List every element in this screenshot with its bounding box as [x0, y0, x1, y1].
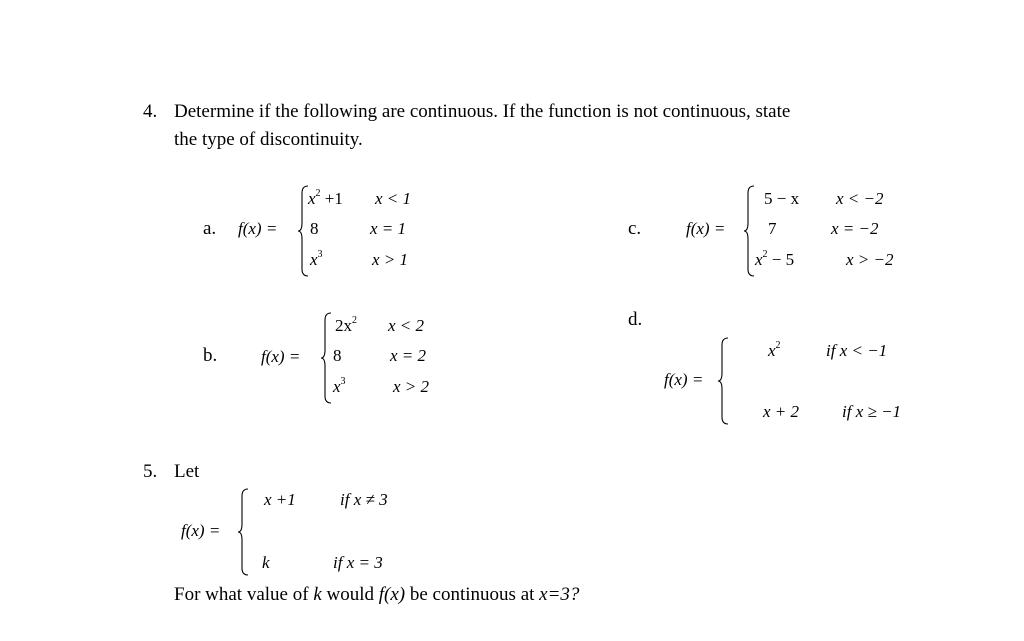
part-d-case-1-expr: $x^2$	[768, 340, 781, 360]
part-b-case-3-expr: $x^3$	[333, 376, 346, 396]
part-a-case-3-expr: $x^3$	[310, 249, 323, 269]
part-b-case-2-cond: x = 2	[390, 346, 427, 365]
part-b-case-2-expr: 8	[333, 346, 342, 365]
problem-5-question: For what value of k would f(x) be continuous at x=3?	[174, 584, 580, 605]
part-d-case-1-cond: if x < −1	[826, 341, 888, 360]
part-c-case-2-expr: 7	[768, 219, 777, 238]
part-b-brace	[321, 312, 333, 404]
problem-5-case-1-expr: x +1	[264, 490, 296, 509]
part-c-label: c.	[628, 218, 642, 239]
part-a-case-3-cond: x > 1	[372, 250, 409, 269]
part-a-case-1-cond: x < 1	[375, 189, 412, 208]
part-b-case-3-cond: x > 2	[393, 377, 430, 396]
problem-5-number: 5.	[143, 461, 158, 482]
problem-5-intro: Let	[174, 461, 200, 482]
part-b-lhs: f(x) =	[261, 347, 301, 366]
part-c-case-1-cond: x < −2	[836, 189, 884, 208]
part-c-lhs: f(x) =	[686, 219, 726, 238]
part-a-label: a.	[203, 218, 217, 239]
part-d-lhs: f(x) =	[664, 370, 704, 389]
problem-5-case-2-expr: k	[262, 553, 270, 572]
question-x3: x=3	[539, 584, 570, 605]
problem-4-number: 4.	[143, 101, 158, 122]
part-a-case-2-cond: x = 1	[370, 219, 407, 238]
part-b-case-1-expr: $2x^2$	[335, 315, 357, 335]
part-a-lhs: f(x) =	[238, 219, 278, 238]
part-c-case-2-cond: x = −2	[831, 219, 879, 238]
part-c-case-3-expr: $x^2 - 5$	[755, 249, 795, 269]
part-b-case-1-cond: x < 2	[388, 316, 425, 335]
part-b-label: b.	[203, 345, 218, 366]
problem-5-brace	[238, 488, 250, 576]
part-c-case-1-expr: 5 − x	[764, 189, 800, 208]
part-a-case-1-expr: $x^2 +1$	[308, 188, 343, 208]
problem-4-line-1: Determine if the following are continuous. If the function is not continuous, state	[174, 101, 791, 122]
part-d-label: d.	[628, 309, 643, 330]
part-a-case-2-expr: 8	[310, 219, 319, 238]
part-d-brace	[718, 337, 730, 425]
problem-4-line-2: the type of discontinuity.	[174, 129, 363, 150]
part-d-case-2-cond: if x ≥ −1	[842, 402, 902, 421]
part-c-case-3-cond: x > −2	[846, 250, 894, 269]
part-d-case-2-expr: x + 2	[763, 402, 800, 421]
problem-5-case-2-cond: if x = 3	[333, 553, 383, 572]
problem-5-case-1-cond: if x ≠ 3	[340, 490, 388, 509]
question-fx: f(x)	[378, 584, 406, 605]
problem-5-lhs: f(x) =	[181, 521, 221, 540]
question-k: k	[313, 584, 322, 605]
